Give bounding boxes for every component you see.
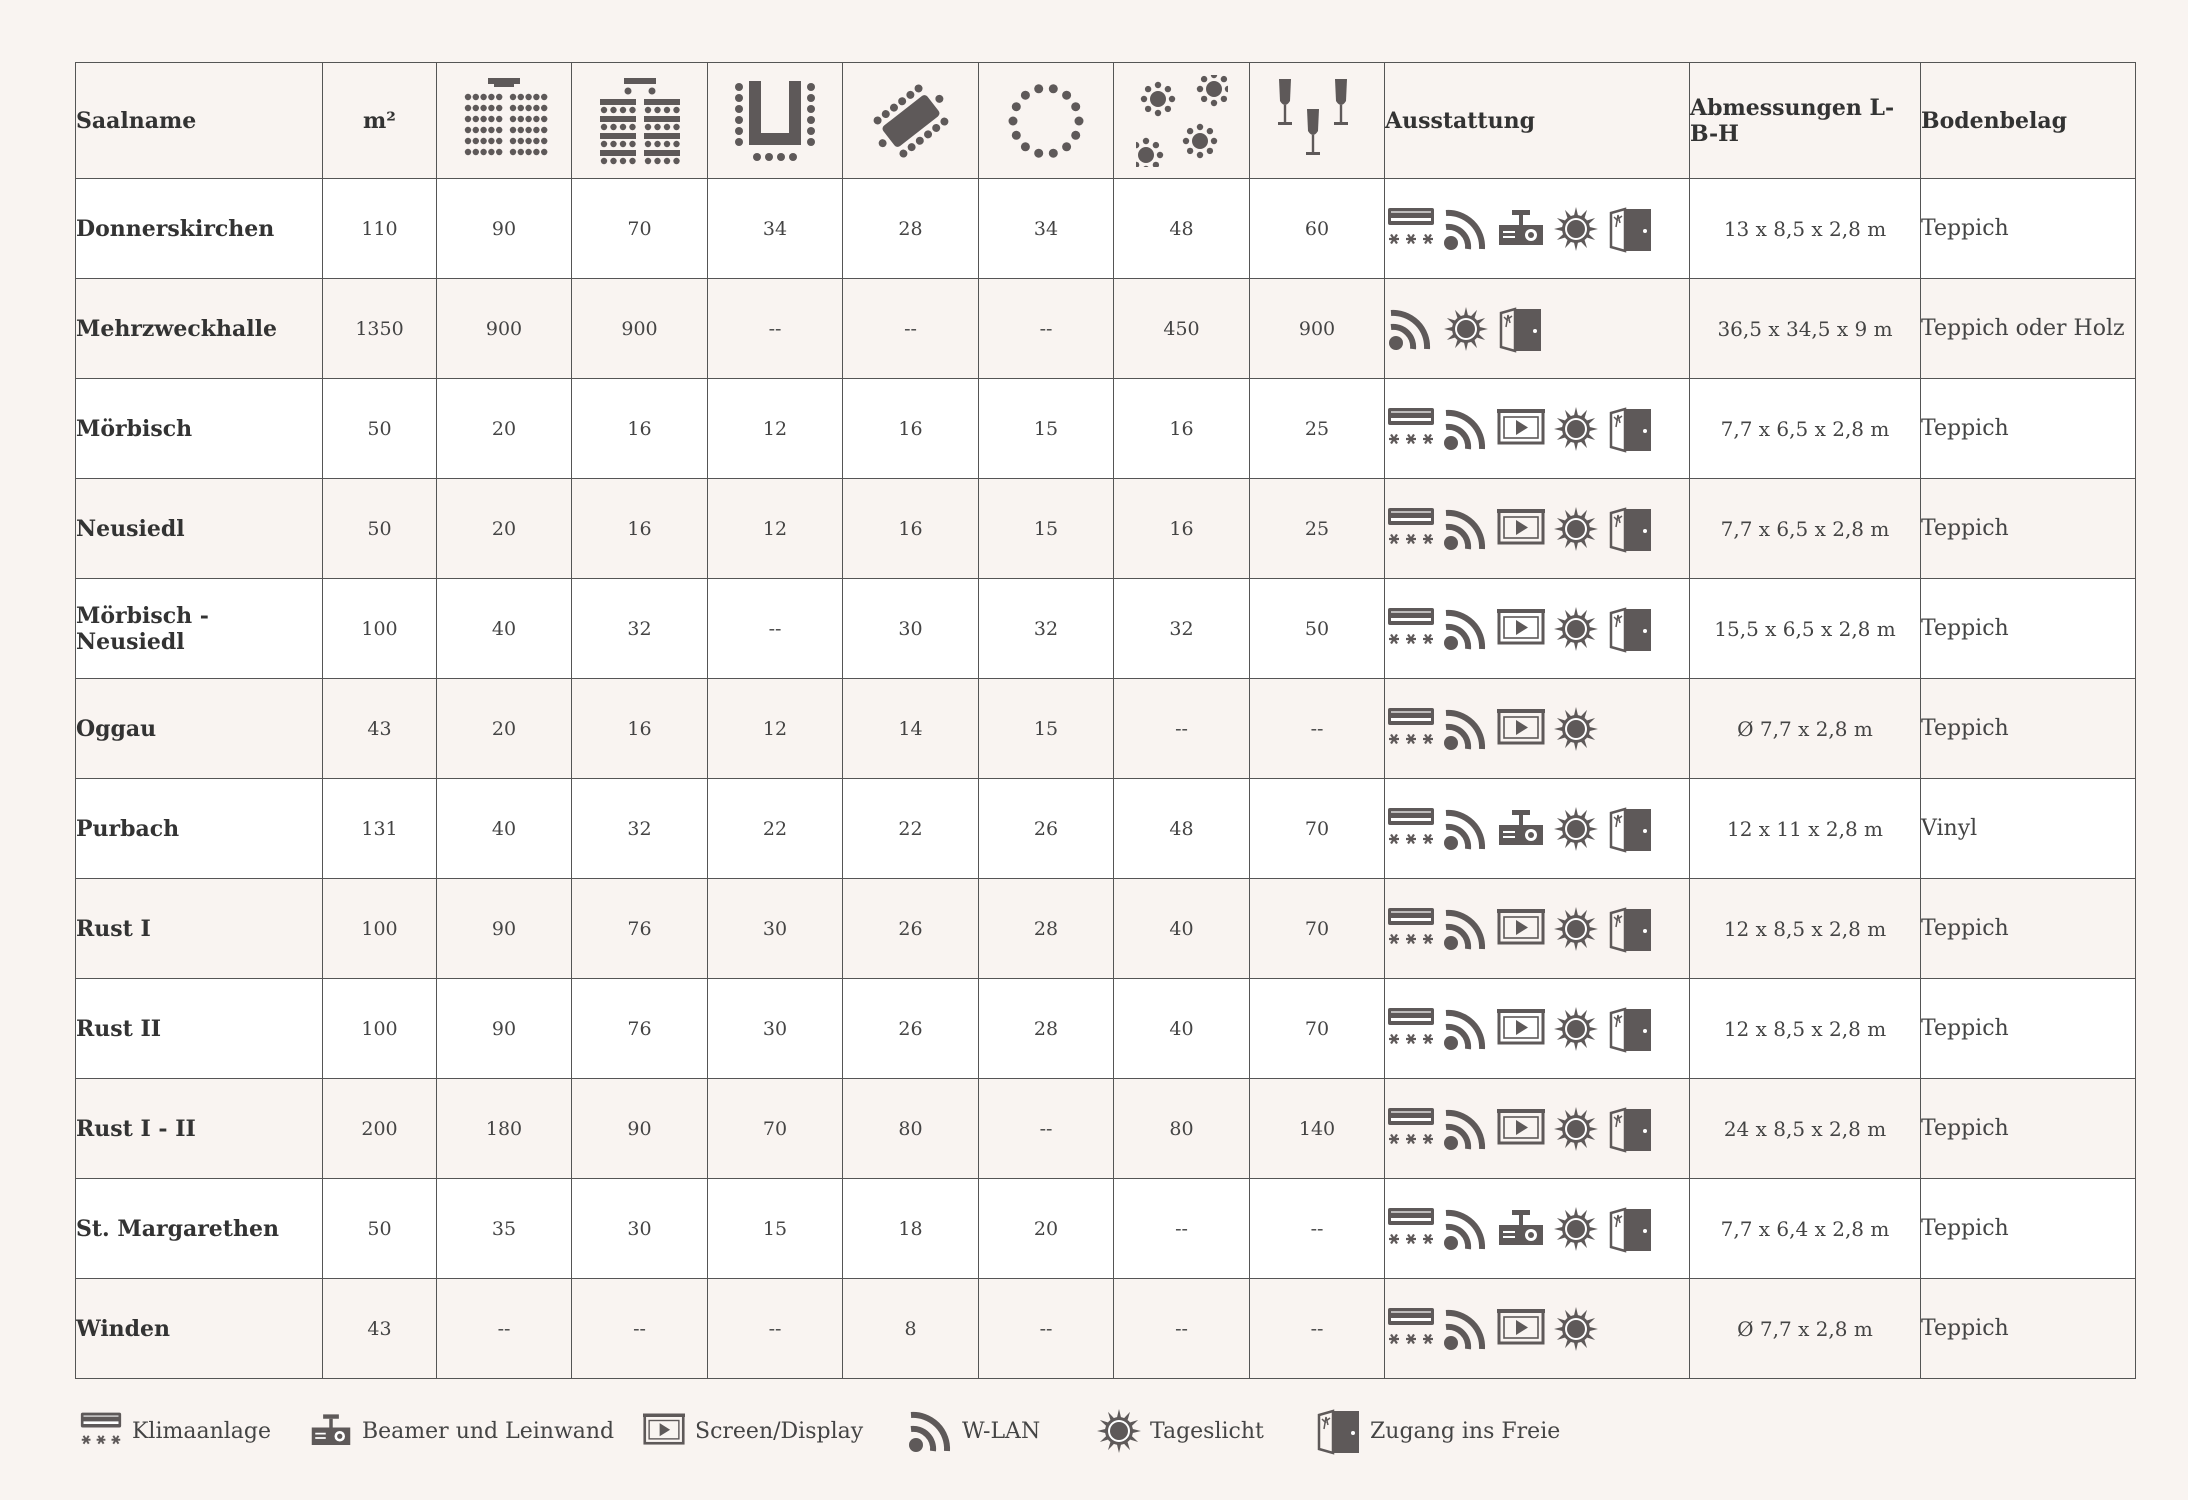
sun-icon [1550, 905, 1602, 953]
beamer-icon [1495, 805, 1547, 853]
door-outdoor-icon [1495, 305, 1547, 353]
capacity-cell: 80 [843, 1079, 979, 1179]
door-outdoor-icon [1605, 1005, 1657, 1053]
table-row [76, 1079, 2136, 1179]
capacity-cell: 48 [1114, 779, 1250, 879]
wlan-icon [905, 1405, 957, 1457]
equipment-cell [1385, 579, 1690, 679]
circle-seating-icon [1000, 75, 1092, 167]
room-name: Rust I - II [76, 1079, 323, 1179]
door-outdoor-icon [1605, 405, 1657, 453]
door-outdoor-icon [1605, 1205, 1657, 1253]
sun-icon [1550, 205, 1602, 253]
room-dimensions: Ø 7,7 x 2,8 m [1690, 679, 1921, 779]
room-dimensions: 12 x 8,5 x 2,8 m [1690, 879, 1921, 979]
equipment-cell [1385, 379, 1690, 479]
header-bodenbelag: Bodenbelag [1921, 63, 2136, 179]
door-outdoor-icon [1605, 905, 1657, 953]
equipment-cell [1385, 679, 1690, 779]
capacity-cell: 90 [572, 1079, 708, 1179]
table-row [76, 179, 2136, 279]
door-outdoor-icon [1313, 1405, 1365, 1457]
capacity-cell: 15 [979, 379, 1114, 479]
capacity-cell: -- [572, 1279, 708, 1379]
header-ausstattung: Ausstattung [1385, 63, 1690, 179]
room-dimensions: 7,7 x 6,5 x 2,8 m [1690, 379, 1921, 479]
capacity-cell: -- [437, 1279, 572, 1379]
table-row [76, 779, 2136, 879]
room-name: Mörbisch - Neusiedl [76, 579, 323, 679]
capacity-cell: 25 [1250, 379, 1385, 479]
block-table-icon [865, 75, 957, 167]
floor-covering: Teppich [1921, 479, 2136, 579]
legend-item-daylight [1093, 1400, 1264, 1462]
table-row [76, 679, 2136, 779]
header-row [76, 63, 2136, 179]
capacity-cell: 70 [572, 179, 708, 279]
wlan-icon [1440, 705, 1492, 753]
capacity-cell: 32 [572, 579, 708, 679]
header-area: m² [323, 63, 437, 179]
header-abmessungen: Abmessungen L-B-H [1690, 63, 1921, 179]
capacity-cell: 28 [979, 879, 1114, 979]
sun-icon [1093, 1405, 1145, 1457]
capacity-cell: 28 [979, 979, 1114, 1079]
legend-item-wlan [905, 1400, 1040, 1462]
floor-covering: Teppich oder Holz [1921, 279, 2136, 379]
room-dimensions: Ø 7,7 x 2,8 m [1690, 1279, 1921, 1379]
classroom-seating-icon [594, 75, 686, 167]
capacity-cell: 40 [437, 779, 572, 879]
room-dimensions: 24 x 8,5 x 2,8 m [1690, 1079, 1921, 1179]
capacity-cell: 70 [1250, 779, 1385, 879]
legend-item-outdoor [1313, 1400, 1560, 1462]
capacity-cell: 15 [708, 1179, 843, 1279]
room-name: Purbach [76, 779, 323, 879]
legend-item-aircon [75, 1400, 271, 1462]
capacity-cell: 34 [708, 179, 843, 279]
aircon-icon [1385, 405, 1437, 453]
screen-icon [1495, 405, 1547, 453]
table-row [76, 1279, 2136, 1379]
capacity-cell: 22 [708, 779, 843, 879]
equipment-cell [1385, 779, 1690, 879]
sun-icon [1550, 505, 1602, 553]
aircon-icon [1385, 505, 1437, 553]
capacity-cell: 40 [1114, 979, 1250, 1079]
capacity-cell: 32 [979, 579, 1114, 679]
equipment-cell [1385, 1079, 1690, 1179]
sun-icon [1550, 1205, 1602, 1253]
legend-label: Beamer und Leinwand [362, 1418, 615, 1444]
room-name: Oggau [76, 679, 323, 779]
sun-icon [1550, 805, 1602, 853]
capacity-cell: 18 [843, 1179, 979, 1279]
room-area: 50 [323, 479, 437, 579]
theater-seating-icon [458, 75, 550, 167]
equipment-cell [1385, 179, 1690, 279]
equipment-cell [1385, 1279, 1690, 1379]
capacity-cell: -- [1250, 679, 1385, 779]
capacity-cell: 76 [572, 979, 708, 1079]
screen-icon [1495, 1005, 1547, 1053]
legend-label: Klimaanlage [132, 1418, 272, 1444]
table-row [76, 379, 2136, 479]
room-capacity-table [75, 62, 2136, 1379]
room-name: Rust I [76, 879, 323, 979]
legend-label: Zugang ins Freie [1370, 1418, 1561, 1444]
capacity-cell: 26 [843, 979, 979, 1079]
header-block [843, 63, 979, 179]
room-area: 200 [323, 1079, 437, 1179]
capacity-cell: 90 [437, 179, 572, 279]
legend-label: Tageslicht [1150, 1418, 1264, 1444]
floor-covering: Teppich [1921, 1179, 2136, 1279]
sun-icon [1550, 405, 1602, 453]
header-reception [1250, 63, 1385, 179]
door-outdoor-icon [1605, 805, 1657, 853]
capacity-cell: 70 [1250, 879, 1385, 979]
capacity-cell: 30 [708, 879, 843, 979]
screen-icon [1495, 905, 1547, 953]
legend-label: Screen/Display [695, 1418, 864, 1444]
legend-label: W-LAN [962, 1418, 1041, 1444]
equipment-cell [1385, 879, 1690, 979]
capacity-cell: 90 [437, 879, 572, 979]
room-area: 43 [323, 1279, 437, 1379]
floor-covering: Teppich [1921, 979, 2136, 1079]
table-row [76, 279, 2136, 379]
capacity-cell: 40 [437, 579, 572, 679]
sun-icon [1550, 1005, 1602, 1053]
header-saalname: Saalname [76, 63, 323, 179]
wlan-icon [1440, 805, 1492, 853]
capacity-cell: 15 [979, 479, 1114, 579]
screen-icon [1495, 705, 1547, 753]
aircon-icon [1385, 605, 1437, 653]
beamer-icon [1495, 1205, 1547, 1253]
room-dimensions: 12 x 11 x 2,8 m [1690, 779, 1921, 879]
capacity-cell: 32 [1114, 579, 1250, 679]
sun-icon [1550, 1305, 1602, 1353]
screen-icon [1495, 605, 1547, 653]
aircon-icon [1385, 1305, 1437, 1353]
room-dimensions: 36,5 x 34,5 x 9 m [1690, 279, 1921, 379]
capacity-cell: -- [1114, 1279, 1250, 1379]
capacity-cell: 30 [843, 579, 979, 679]
room-dimensions: 15,5 x 6,5 x 2,8 m [1690, 579, 1921, 679]
capacity-cell: -- [979, 1279, 1114, 1379]
door-outdoor-icon [1605, 205, 1657, 253]
header-theater [437, 63, 572, 179]
wlan-icon [1440, 905, 1492, 953]
room-name: Neusiedl [76, 479, 323, 579]
screen-icon [1495, 1305, 1547, 1353]
capacity-cell: 16 [843, 479, 979, 579]
room-area: 100 [323, 979, 437, 1079]
capacity-cell: 25 [1250, 479, 1385, 579]
capacity-cell: 32 [572, 779, 708, 879]
capacity-cell: 900 [1250, 279, 1385, 379]
capacity-cell: -- [979, 1079, 1114, 1179]
capacity-cell: 22 [843, 779, 979, 879]
table-row [76, 579, 2136, 679]
wlan-icon [1440, 505, 1492, 553]
capacity-cell: 16 [572, 479, 708, 579]
room-area: 100 [323, 879, 437, 979]
floor-covering: Teppich [1921, 679, 2136, 779]
aircon-icon [1385, 1105, 1437, 1153]
sun-icon [1550, 1105, 1602, 1153]
wlan-icon [1440, 405, 1492, 453]
capacity-cell: 16 [572, 679, 708, 779]
capacity-cell: 30 [708, 979, 843, 1079]
capacity-cell: 16 [843, 379, 979, 479]
floor-covering: Teppich [1921, 1279, 2136, 1379]
capacity-cell: -- [708, 279, 843, 379]
room-name: Rust II [76, 979, 323, 1079]
wlan-icon [1385, 305, 1437, 353]
floor-covering: Teppich [1921, 379, 2136, 479]
capacity-cell: 28 [843, 179, 979, 279]
capacity-cell: 70 [1250, 979, 1385, 1079]
capacity-cell: 12 [708, 379, 843, 479]
capacity-cell: 15 [979, 679, 1114, 779]
wlan-icon [1440, 1105, 1492, 1153]
capacity-cell: -- [1250, 1179, 1385, 1279]
header-banquet [1114, 63, 1250, 179]
header-circle [979, 63, 1114, 179]
aircon-icon [1385, 1205, 1437, 1253]
room-name: Winden [76, 1279, 323, 1379]
room-name: St. Margarethen [76, 1179, 323, 1279]
floor-covering: Teppich [1921, 879, 2136, 979]
capacity-cell: -- [708, 579, 843, 679]
table-row [76, 1179, 2136, 1279]
capacity-cell: 20 [437, 479, 572, 579]
reception-glasses-icon [1271, 75, 1363, 167]
capacity-cell: -- [1114, 679, 1250, 779]
equipment-cell [1385, 979, 1690, 1079]
header-u-shape [708, 63, 843, 179]
screen-icon [1495, 1105, 1547, 1153]
door-outdoor-icon [1605, 1105, 1657, 1153]
capacity-cell: 140 [1250, 1079, 1385, 1179]
room-area: 50 [323, 379, 437, 479]
floor-covering: Teppich [1921, 1079, 2136, 1179]
legend [75, 1400, 2134, 1462]
room-name: Mehrzweckhalle [76, 279, 323, 379]
room-area: 43 [323, 679, 437, 779]
capacity-cell: 34 [979, 179, 1114, 279]
room-area: 131 [323, 779, 437, 879]
capacity-cell: 26 [979, 779, 1114, 879]
capacity-cell: 30 [572, 1179, 708, 1279]
room-area: 100 [323, 579, 437, 679]
banquet-seating-icon [1136, 75, 1228, 167]
table-row [76, 479, 2136, 579]
legend-item-beamer [305, 1400, 614, 1462]
room-dimensions: 12 x 8,5 x 2,8 m [1690, 979, 1921, 1079]
capacity-cell: 20 [979, 1179, 1114, 1279]
capacity-cell: 20 [437, 379, 572, 479]
room-dimensions: 7,7 x 6,4 x 2,8 m [1690, 1179, 1921, 1279]
capacity-cell: 40 [1114, 879, 1250, 979]
capacity-cell: 60 [1250, 179, 1385, 279]
capacity-cell: -- [1114, 1179, 1250, 1279]
legend-item-screen [638, 1400, 863, 1462]
capacity-cell: -- [708, 1279, 843, 1379]
sun-icon [1440, 305, 1492, 353]
capacity-cell: 26 [843, 879, 979, 979]
equipment-cell [1385, 279, 1690, 379]
aircon-icon [1385, 705, 1437, 753]
capacity-cell: 450 [1114, 279, 1250, 379]
capacity-cell: 35 [437, 1179, 572, 1279]
aircon-icon [1385, 805, 1437, 853]
capacity-cell: 16 [1114, 479, 1250, 579]
room-area: 1350 [323, 279, 437, 379]
capacity-cell: 76 [572, 879, 708, 979]
capacity-cell: 12 [708, 679, 843, 779]
room-area: 110 [323, 179, 437, 279]
wlan-icon [1440, 205, 1492, 253]
table-row [76, 979, 2136, 1079]
wlan-icon [1440, 1305, 1492, 1353]
capacity-cell: 80 [1114, 1079, 1250, 1179]
capacity-cell: -- [1250, 1279, 1385, 1379]
door-outdoor-icon [1605, 605, 1657, 653]
capacity-cell: 8 [843, 1279, 979, 1379]
capacity-cell: 48 [1114, 179, 1250, 279]
floor-covering: Teppich [1921, 579, 2136, 679]
beamer-icon [1495, 205, 1547, 253]
wlan-icon [1440, 1005, 1492, 1053]
capacity-cell: -- [979, 279, 1114, 379]
aircon-icon [75, 1410, 127, 1452]
equipment-cell [1385, 1179, 1690, 1279]
screen-icon [638, 1410, 690, 1452]
room-area: 50 [323, 1179, 437, 1279]
room-name: Mörbisch [76, 379, 323, 479]
table-row [76, 879, 2136, 979]
u-shape-seating-icon [729, 75, 821, 167]
floor-covering: Vinyl [1921, 779, 2136, 879]
capacity-cell: 14 [843, 679, 979, 779]
capacity-cell: 16 [1114, 379, 1250, 479]
capacity-cell: -- [843, 279, 979, 379]
capacity-cell: 900 [437, 279, 572, 379]
capacity-cell: 16 [572, 379, 708, 479]
capacity-cell: 180 [437, 1079, 572, 1179]
header-classroom [572, 63, 708, 179]
wlan-icon [1440, 1205, 1492, 1253]
capacity-cell: 12 [708, 479, 843, 579]
room-dimensions: 7,7 x 6,5 x 2,8 m [1690, 479, 1921, 579]
screen-icon [1495, 505, 1547, 553]
capacity-cell: 20 [437, 679, 572, 779]
aircon-icon [1385, 205, 1437, 253]
room-dimensions: 13 x 8,5 x 2,8 m [1690, 179, 1921, 279]
sun-icon [1550, 705, 1602, 753]
beamer-icon [305, 1410, 357, 1452]
capacity-cell: 900 [572, 279, 708, 379]
aircon-icon [1385, 905, 1437, 953]
capacity-cell: 50 [1250, 579, 1385, 679]
floor-covering: Teppich [1921, 179, 2136, 279]
room-name: Donnerskirchen [76, 179, 323, 279]
capacity-cell: 90 [437, 979, 572, 1079]
aircon-icon [1385, 1005, 1437, 1053]
sun-icon [1550, 605, 1602, 653]
wlan-icon [1440, 605, 1492, 653]
door-outdoor-icon [1605, 505, 1657, 553]
capacity-cell: 70 [708, 1079, 843, 1179]
equipment-cell [1385, 479, 1690, 579]
